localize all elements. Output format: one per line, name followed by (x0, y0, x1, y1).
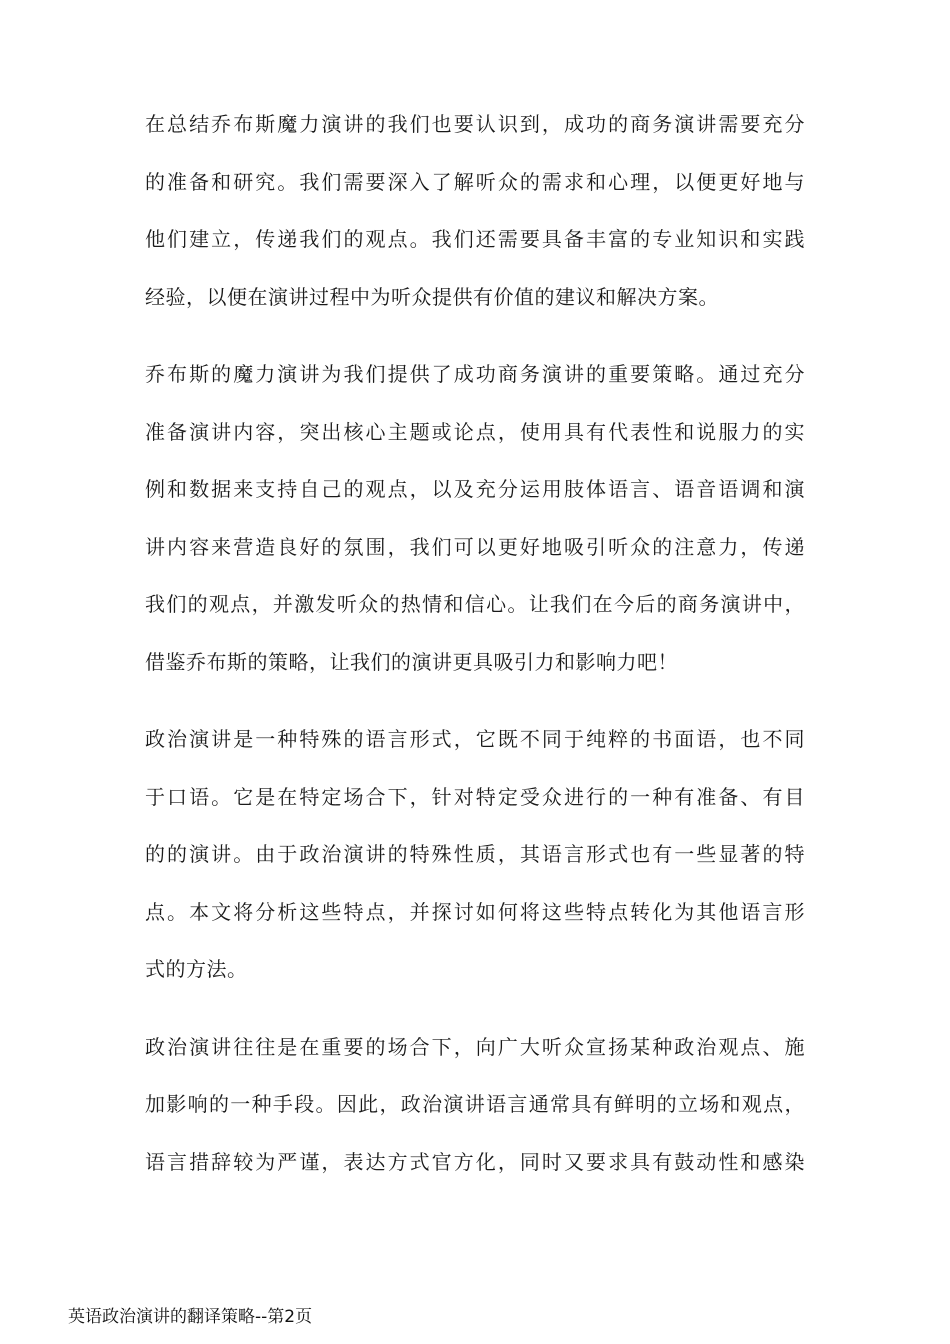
text-line: 他们建立，传递我们的观点。我们还需要具备丰富的专业知识和实践 (145, 227, 805, 251)
text-line: 经验，以便在演讲过程中为听众提供有价值的建议和解决方案。 (145, 284, 719, 309)
text-line: 我们的观点，并激发听众的热情和信心。让我们在今后的商务演讲中， (145, 592, 805, 616)
text-line: 政治演讲是一种特殊的语言形式，它既不同于纯粹的书面语，也不同 (145, 727, 805, 751)
text-line: 于口语。它是在特定场合下，针对特定受众进行的一种有准备、有目 (145, 784, 805, 809)
paragraph-4 (145, 1027, 805, 1200)
paragraph-3 (145, 719, 805, 1007)
text-line: 借鉴乔布斯的策略，让我们的演讲更具吸引力和影响力吧！ (145, 649, 678, 674)
page-footer: 英语政治演讲的翻译策略--第2页 (68, 1307, 313, 1327)
text-line: 例和数据来支持自己的观点，以及充分运用肢体语言、语音语调和演 (145, 477, 805, 501)
paragraph-1 (145, 104, 805, 334)
text-line: 政治演讲往往是在重要的场合下，向广大听众宣扬某种政治观点、施 (145, 1034, 805, 1059)
text-line: 乔布斯的魔力演讲为我们提供了成功商务演讲的重要策略。通过充分 (145, 362, 805, 386)
text-line: 的准备和研究。我们需要深入了解听众的需求和心理，以便更好地与 (145, 169, 805, 194)
text-line: 讲内容来营造良好的氛围，我们可以更好地吸引听众的注意力，传递 (145, 534, 805, 559)
text-line: 准备演讲内容，突出核心主题或论点，使用具有代表性和说服力的实 (145, 419, 805, 444)
text-line: 语言措辞较为严谨，表达方式官方化，同时又要求具有鼓动性和感染 (145, 1149, 805, 1174)
text-line: 的的演讲。由于政治演讲的特殊性质，其语言形式也有一些显著的特 (145, 842, 805, 866)
paragraph-2 (145, 354, 805, 699)
text-line: 点。本文将分析这些特点，并探讨如何将这些特点转化为其他语言形 (145, 899, 805, 924)
text-line: 在总结乔布斯魔力演讲的我们也要认识到，成功的商务演讲需要充分 (145, 112, 805, 136)
document-body (145, 104, 805, 1219)
text-line: 式的方法。 (145, 957, 248, 981)
text-line: 加影响的一种手段。因此，政治演讲语言通常具有鲜明的立场和观点， (145, 1092, 805, 1116)
